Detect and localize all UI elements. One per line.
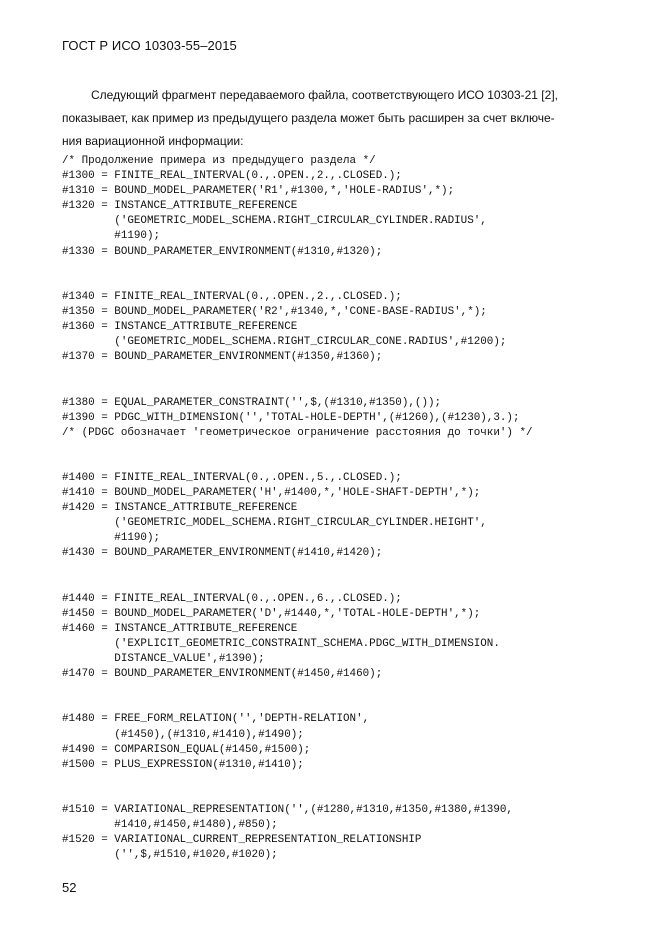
code-line: #1450 = BOUND_MODEL_PARAMETER('D',#1440,*,'TOTAL-HOLE-DEPTH',*);: [62, 607, 481, 620]
code-line: #1410,#1450,#1480),#850);: [62, 819, 278, 832]
code-line: #1460 = INSTANCE_ATTRIBUTE_REFERENCE: [62, 622, 298, 635]
code-line: #1510 = VARIATIONAL_REPRESENTATION('',(#1280,#1310,#1350,#1380,#1390,: [62, 804, 513, 817]
code-line: #1470 = BOUND_PARAMETER_ENVIRONMENT(#1450,#1460);: [62, 668, 383, 681]
code-line: [62, 441, 533, 456]
code-line: [62, 380, 533, 395]
code-line: #1400 = FINITE_REAL_INTERVAL(0.,.OPEN.,5.,.CLOSED.);: [62, 471, 402, 484]
code-line: #1300 = FINITE_REAL_INTERVAL(0.,.OPEN.,2.,.CLOSED.);: [62, 170, 402, 183]
code-line: /* Продолжение примера из предыдущего раздела */: [62, 155, 376, 167]
code-line: ('EXPLICIT_GEOMETRIC_CONSTRAINT_SCHEMA.PDGC_WITH_DIMENSION.: [62, 638, 500, 650]
code-line: [62, 697, 533, 712]
code-line: [62, 275, 533, 290]
code-line: [62, 577, 533, 592]
code-line: #1490 = COMPARISON_EQUAL(#1450,#1500);: [62, 743, 311, 756]
code-line: #1320 = INSTANCE_ATTRIBUTE_REFERENCE: [62, 200, 298, 213]
code-line: #1190);: [62, 532, 161, 545]
code-line: ('GEOMETRIC_MODEL_SCHEMA.RIGHT_CIRCULAR_CYLINDER.RADIUS',: [62, 215, 487, 228]
intro-line: показывает, как пример из предыдущего раздела может быть расширен за счет включе-: [62, 111, 555, 125]
code-line: [62, 788, 533, 803]
document-header: ГОСТ Р ИСО 10303-55–2015: [62, 38, 237, 53]
code-line: #1440 = FINITE_REAL_INTERVAL(0.,.OPEN.,6.,.CLOSED.);: [62, 592, 402, 605]
code-line: [62, 456, 533, 471]
code-line: [62, 682, 533, 697]
code-line: DISTANCE_VALUE',#1390);: [62, 653, 265, 666]
code-line: [62, 260, 533, 275]
intro-paragraph: [62, 84, 632, 153]
code-line: #1390 = PDGC_WITH_DIMENSION('','TOTAL-HOLE-DEPTH',(#1260),(#1230),3.);: [62, 411, 520, 424]
code-line: /* (PDGC обозначает 'геометрическое ограничение расстояния до точки') */: [62, 426, 533, 439]
code-line: #1360 = INSTANCE_ATTRIBUTE_REFERENCE: [62, 321, 298, 334]
code-line: #1500 = PLUS_EXPRESSION(#1310,#1410);: [62, 758, 304, 771]
code-line: #1350 = BOUND_MODEL_PARAMETER('R2',#1340,*,'CONE-BASE-RADIUS',*);: [62, 305, 487, 318]
code-line: #1430 = BOUND_PARAMETER_ENVIRONMENT(#1410,#1420);: [62, 547, 383, 560]
page-number: 52: [62, 880, 77, 895]
code-line: [62, 562, 533, 577]
code-line: #1310 = BOUND_MODEL_PARAMETER('R1',#1300,*,'HOLE-RADIUS',*);: [62, 185, 455, 198]
intro-line: Следующий фрагмент передаваемого файла, соответствующего ИСО 10303-21 [2],: [91, 88, 558, 102]
code-line: #1380 = EQUAL_PARAMETER_CONSTRAINT('',$,(#1310,#1350),());: [62, 396, 442, 409]
code-line: #1410 = BOUND_MODEL_PARAMETER('H',#1400,*,'HOLE-SHAFT-DEPTH',*);: [62, 487, 481, 500]
code-line: ('',$,#1510,#1020,#1020);: [62, 849, 278, 862]
code-line: #1190);: [62, 230, 161, 243]
code-line: [62, 365, 533, 380]
code-line: #1480 = FREE_FORM_RELATION('','DEPTH-RELATION',: [62, 713, 370, 726]
code-line: [62, 773, 533, 788]
code-line: ('GEOMETRIC_MODEL_SCHEMA.RIGHT_CIRCULAR_CONE.RADIUS',#1200);: [62, 336, 507, 349]
code-line: #1340 = FINITE_REAL_INTERVAL(0.,.OPEN.,2.,.CLOSED.);: [62, 290, 402, 303]
code-line: #1370 = BOUND_PARAMETER_ENVIRONMENT(#1350,#1360);: [62, 351, 383, 364]
code-line: (#1450),(#1310,#1410),#1490);: [62, 728, 304, 741]
code-line: #1330 = BOUND_PARAMETER_ENVIRONMENT(#1310,#1320);: [62, 245, 383, 258]
code-listing: [62, 154, 533, 863]
code-line: #1420 = INSTANCE_ATTRIBUTE_REFERENCE: [62, 502, 298, 515]
code-line: ('GEOMETRIC_MODEL_SCHEMA.RIGHT_CIRCULAR_CYLINDER.HEIGHT',: [62, 517, 487, 530]
code-line: #1520 = VARIATIONAL_CURRENT_REPRESENTATION_RELATIONSHIP: [62, 834, 422, 847]
intro-line: ния вариационной информации:: [62, 134, 244, 148]
